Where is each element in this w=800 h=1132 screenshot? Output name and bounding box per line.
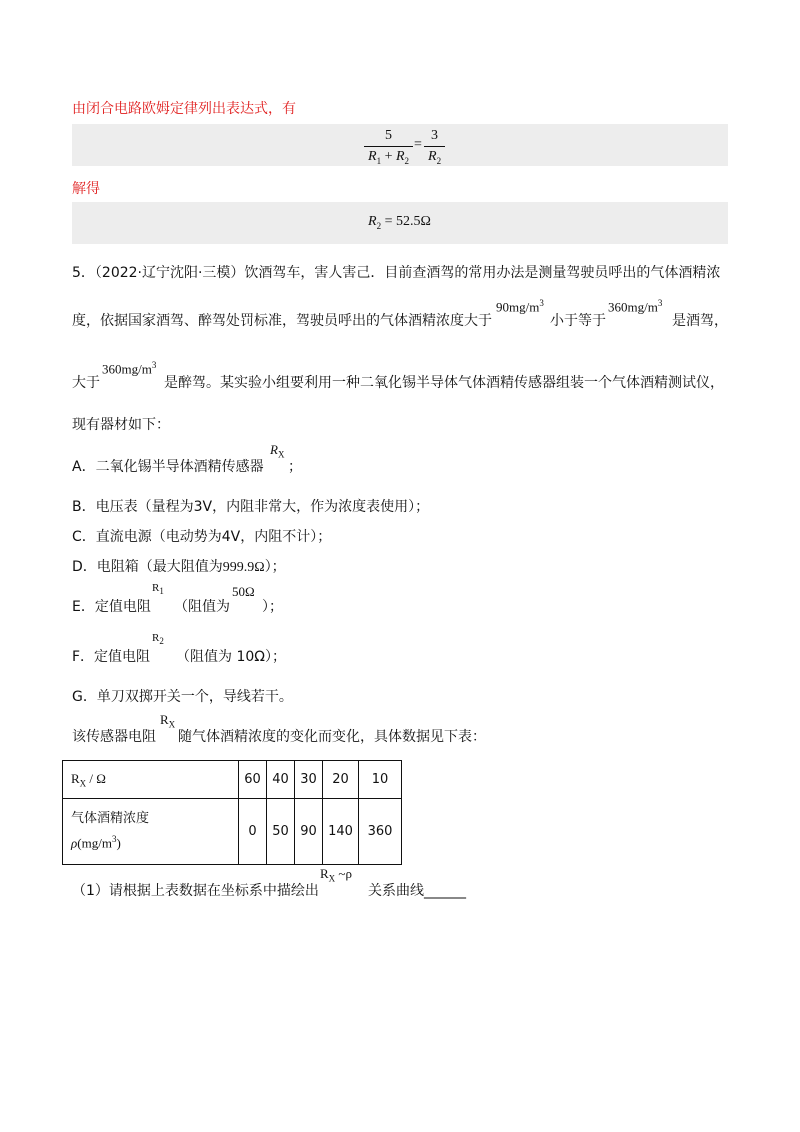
fraction-left-numerator: 5: [385, 128, 393, 143]
item-f: F．定值电阻: [72, 649, 151, 665]
problem-line-4: 现有器材如下：: [72, 417, 170, 433]
item-e-value: 50Ω: [232, 584, 255, 599]
equation-box-1: [72, 124, 728, 166]
item-a: A．二氧化锡半导体酒精传感器: [72, 459, 264, 475]
problem-line-3b: 是醉驾。某实验小组要利用一种二氧化锡半导体气体酒精传感器组装一个气体酒精测试仪，: [164, 375, 724, 391]
answer-blank[interactable]: ______: [424, 883, 466, 899]
solve-label: 解得: [72, 181, 100, 197]
fraction-right-numerator: 3: [431, 128, 439, 143]
result-equation: $R_2 = 52.5\Omega$: [368, 214, 431, 231]
table-intro-symbol: $R_X$: [160, 712, 176, 730]
item-a-symbol: $R_X$: [270, 442, 285, 460]
table-cell: 90: [295, 799, 323, 865]
data-table: [62, 760, 402, 865]
item-f-rest: （阻值为 10Ω）；: [176, 649, 286, 665]
table-row-concentration: [63, 799, 402, 865]
problem-line-2c: 是酒驾，: [672, 313, 728, 329]
concentration-360: $360mg/m^3$: [608, 298, 663, 315]
question-1a: （1）请根据上表数据在坐标系中描绘出: [72, 883, 319, 899]
fraction-right: [424, 128, 445, 166]
item-c: C．直流电源（电动势为4V，内阻不计）；: [72, 529, 332, 545]
problem-line-1: 5．（2022·辽宁沈阳·三模）饮酒驾车，害人害己．目前查酒驾的常用办法是测量驾驶员呼出的气体酒精浓: [72, 265, 721, 281]
table-cell: 60: [239, 761, 267, 799]
problem-line-2a: 度，依据国家酒驾、醉驾处罚标准，驾驶员呼出的气体酒精浓度大于: [72, 313, 492, 329]
table-cell: 0: [239, 799, 267, 865]
table-cell: 50: [267, 799, 295, 865]
table-row-resistance: [63, 761, 402, 799]
table-intro-b: 随气体酒精浓度的变化而变化，具体数据见下表：: [178, 729, 486, 745]
table-cell: 40: [267, 761, 295, 799]
item-f-symbol: $R_2$: [152, 632, 164, 647]
table-header-resistance: $R_X$ / Ω: [63, 761, 239, 799]
fraction-left: [364, 128, 413, 166]
table-intro-a: 该传感器电阻: [72, 729, 156, 745]
fraction-right-denominator: $R_2$: [428, 149, 442, 166]
equals-sign: =: [414, 137, 422, 152]
concentration-90: $90mg/m^3$: [496, 298, 544, 315]
item-e-end: ）；: [262, 599, 283, 615]
item-d: D．电阻箱（最大阻值为999.9Ω）；: [72, 559, 286, 575]
table-cell: 10: [359, 761, 402, 799]
item-a-end: ；: [288, 459, 302, 475]
item-b: B．电压表（量程为3V，内阻非常大，作为浓度表使用）；: [72, 499, 430, 515]
item-e-mid: （阻值为: [174, 599, 230, 615]
question-1-symbol: $R_X$ ~ρ: [320, 866, 352, 884]
problem-line-3a: 大于: [72, 375, 100, 391]
problem-line-2b: 小于等于: [550, 313, 606, 329]
solution-intro: 由闭合电路欧姆定律列出表达式，有: [72, 101, 296, 117]
table-cell: 140: [323, 799, 359, 865]
item-g: G．单刀双掷开关一个，导线若干。: [72, 689, 293, 705]
fraction-left-denominator: $R_1 + R_2$: [368, 149, 410, 166]
table-cell: 20: [323, 761, 359, 799]
question-1b: 关系曲线______: [368, 883, 466, 899]
table-cell: 360: [359, 799, 402, 865]
item-e-symbol: $R_1$: [152, 582, 164, 597]
table-header-concentration: 气体酒精浓度 $\rho(mg/m^3)$: [63, 799, 239, 865]
concentration-360-b: $360mg/m^3$: [102, 360, 157, 377]
equation-box-2: [72, 202, 728, 244]
item-e: E．定值电阻: [72, 599, 151, 615]
table-cell: 30: [295, 761, 323, 799]
